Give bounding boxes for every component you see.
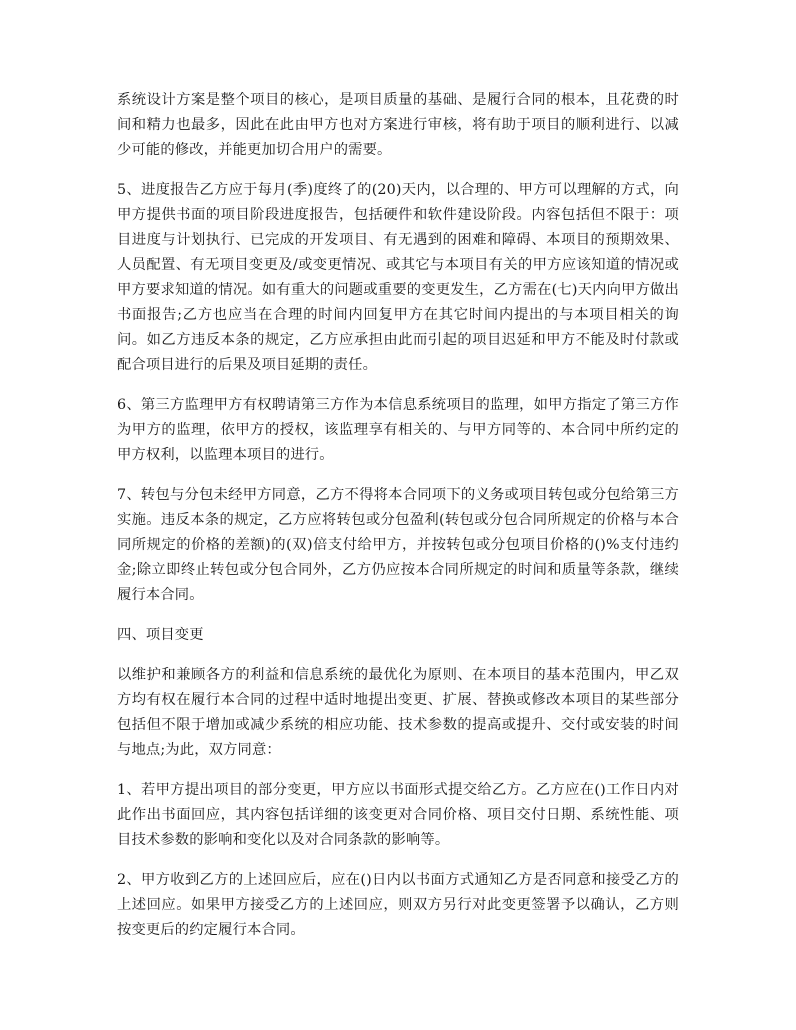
paragraph-progress-report: 5、进度报告乙方应于每月(季)度终了的(20)天内，以合理的、甲方可以理解的方式，向甲方提供书面的项目阶段进度报告，包括硬件和软件建设阶段。内容包括但不限于：项目进度与计划执行、已完成的开发项目、有无遇到的困难和障碍、本项目的预期效果、人员配置、有无项目变更及/或变更情况、或其它与本项目有关的甲方应该知道的情况或甲方要求知道的情况。如有重大的问题或重要的变更发生，乙方需在(七)天内向甲方做出书面报告;乙方也应当在合理的时间内回复甲方在其它时间内提出的与本项目相关的询问。如乙方违反本条的规定，乙方应承担由此而引起的项目迟延和甲方不能及时付款或配合项目进行的后果及项目延期的责任。 <box>117 182 679 373</box>
paragraph-subcontracting: 7、转包与分包未经甲方同意，乙方不得将本合同项下的义务或项目转包或分包给第三方实施。违反本条的规定，乙方应将转包或分包盈利(转包或分包合同所规定的价格与本合同所规定的价格的差额)的(双)倍支付给甲方，并按转包或分包项目价格的()%支付违约金;除立即终止转包或分包合同外，乙方仍应按本合同所规定的时间和质量等条款，继续履行本合同。 <box>117 487 679 603</box>
paragraph-change-clause-2: 2、甲方收到乙方的上述回应后，应在()日内以书面方式通知乙方是否同意和接受乙方的上述回应。如果甲方接受乙方的上述回应，则双方另行对此变更签署予以确认，乙方则按变更后的约定履行本合同。 <box>117 872 679 938</box>
paragraph-change-clause-1: 1、若甲方提出项目的部分变更，甲方应以书面形式提交给乙方。乙方应在()工作日内对此作出书面回应，其内容包括详细的该变更对合同价格、项目交付日期、系统性能、项目技术参数的影响和变化以及对合同条款的影响等。 <box>117 782 679 848</box>
paragraph-design-review: 系统设计方案是整个项目的核心，是项目质量的基础、是履行合同的根本，且花费的时间和精力也最多，因此在此由甲方也对方案进行审核，将有助于项目的顺利进行、以减少可能的修改，并能更加切合用户的需要。 <box>117 92 679 158</box>
paragraph-change-principle: 以维护和兼顾各方的利益和信息系统的最优化为原则、在本项目的基本范围内，甲乙双方均有权在履行本合同的过程中适时地提出变更、扩展、替换或修改本项目的某些部分包括但不限于增加或减少系统的相应功能、技术参数的提高或提升、交付或安装的时间与地点;为此，双方同意： <box>117 667 679 758</box>
section-heading-project-change: 四、项目变更 <box>117 627 204 643</box>
document-page <box>117 88 679 958</box>
paragraph-third-party-supervision: 6、第三方监理甲方有权聘请第三方作为本信息系统项目的监理，如甲方指定了第三方作为甲方的监理，依甲方的授权，该监理享有相关的、与甲方同等的、本合同中所约定的甲方权利，以监理本项目的进行。 <box>117 397 679 463</box>
